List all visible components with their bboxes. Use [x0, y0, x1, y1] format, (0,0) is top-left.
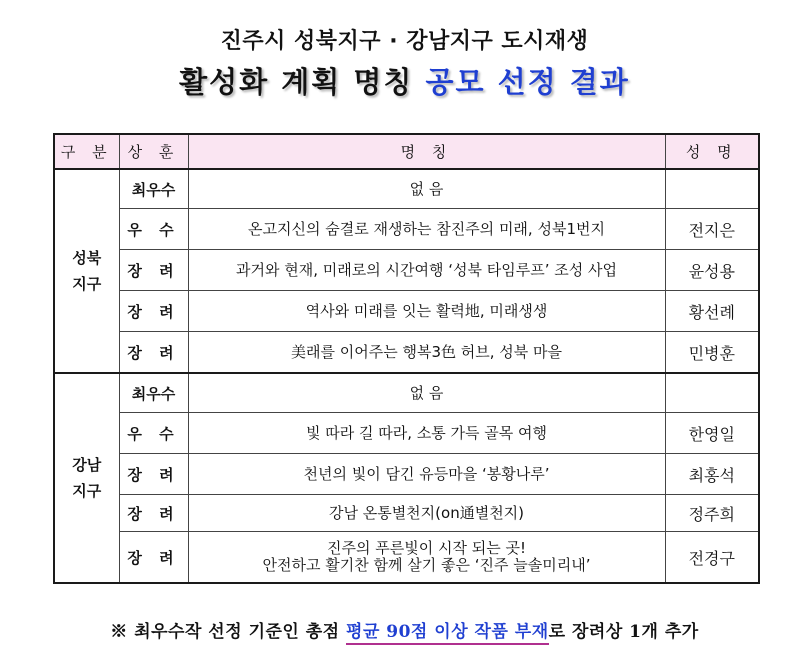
person-cell: 정주희	[665, 495, 759, 532]
title-line-2-blue: 공모 선정 결과	[425, 65, 630, 99]
title-line-2	[0, 60, 809, 101]
table-row	[54, 209, 759, 250]
person-cell: 윤성용	[665, 250, 759, 291]
table-row	[54, 250, 759, 291]
table-row	[54, 373, 759, 413]
district-cell-seongbuk	[54, 169, 119, 373]
person-cell	[665, 373, 759, 413]
table-row	[54, 291, 759, 332]
district-label: 강남	[72, 456, 102, 474]
table-row	[54, 454, 759, 495]
entry-title-line: 진주의 푸른빛이 시작 되는 곳!	[327, 539, 526, 557]
award-cell: 장 려	[119, 332, 188, 374]
person-cell: 한영일	[665, 413, 759, 454]
table-row	[54, 495, 759, 532]
district-label: 성북	[72, 249, 102, 267]
entry-title-cell: 美래를 이어주는 행복3色 허브, 성북 마을	[188, 332, 665, 374]
footnote-suffix: 로 장려상 1개 추가	[548, 622, 699, 642]
district-label: 지구	[72, 275, 102, 293]
award-cell: 우 수	[119, 413, 188, 454]
person-cell: 전경구	[665, 532, 759, 584]
title-line-2-black: 활성화 계획 명칭	[179, 65, 426, 99]
header-person: 성 명	[665, 134, 759, 169]
entry-title-cell	[188, 532, 665, 584]
award-cell: 장 려	[119, 250, 188, 291]
award-cell: 최우수	[119, 373, 188, 413]
person-cell: 황선례	[665, 291, 759, 332]
person-cell: 최홍석	[665, 454, 759, 495]
award-cell: 최우수	[119, 169, 188, 209]
entry-title-cell: 역사와 미래를 잇는 활력地, 미래생생	[188, 291, 665, 332]
entry-title-cell: 없 음	[188, 373, 665, 413]
table-row	[54, 413, 759, 454]
person-cell	[665, 169, 759, 209]
footnote-prefix: ※ 최우수작 선정 기준인 총점	[110, 622, 347, 642]
entry-title-cell: 강남 온통별천지(on通별천지)	[188, 495, 665, 532]
award-cell: 장 려	[119, 495, 188, 532]
header-award: 상 훈	[119, 134, 188, 169]
table-row	[54, 532, 759, 584]
header-title: 명 칭	[188, 134, 665, 169]
person-cell: 전지은	[665, 209, 759, 250]
person-cell: 민병훈	[665, 332, 759, 374]
table-row	[54, 169, 759, 209]
award-cell: 우 수	[119, 209, 188, 250]
table-header-row	[54, 134, 759, 169]
entry-title-line: 안전하고 활기찬 함께 살기 좋은 ‘진주 늘솔미리내’	[262, 556, 591, 574]
entry-title-cell: 빛 따라 길 따라, 소통 가득 골목 여행	[188, 413, 665, 454]
title-line-1: 진주시 성북지구 · 강남지구 도시재생	[220, 29, 589, 54]
award-cell: 장 려	[119, 454, 188, 495]
table-row	[54, 332, 759, 374]
header-district: 구 분	[54, 134, 119, 169]
entry-title-cell: 없 음	[188, 169, 665, 209]
footnote-highlight: 평균 90점 이상 작품 부재	[346, 622, 549, 645]
award-cell: 장 려	[119, 532, 188, 584]
entry-title-cell: 천년의 빛이 담긴 유등마을 ‘봉황나루’	[188, 454, 665, 495]
award-cell: 장 려	[119, 291, 188, 332]
district-cell-gangnam	[54, 373, 119, 583]
footnote	[0, 617, 809, 642]
results-table	[53, 133, 760, 584]
entry-title-cell: 온고지신의 숨결로 재생하는 참진주의 미래, 성북1번지	[188, 209, 665, 250]
entry-title-cell: 과거와 현재, 미래로의 시간여행 ‘성북 타임루프’ 조성 사업	[188, 250, 665, 291]
district-label: 지구	[72, 482, 102, 500]
